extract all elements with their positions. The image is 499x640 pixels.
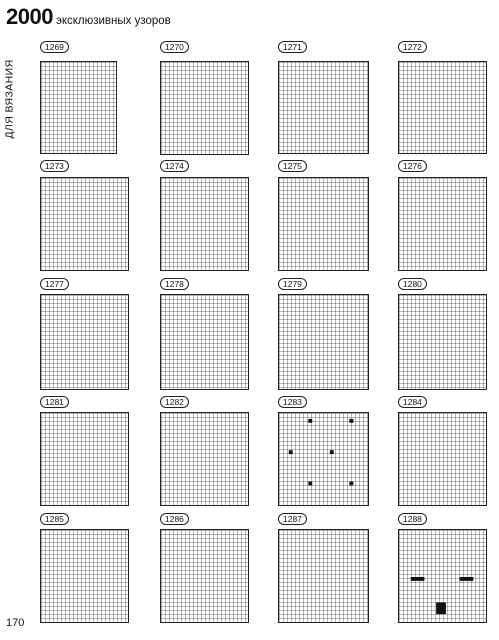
pattern-chart-1281 [40,412,129,506]
pattern-chart-1286 [160,529,249,623]
pattern-chart-1270 [160,61,249,155]
pattern-chart-1284 [398,412,487,506]
pattern-label-1276: 1276 [398,160,427,172]
pattern-chart-1288-marks [399,530,486,622]
pattern-chart-1278 [160,294,249,390]
pattern-chart-1271 [278,61,369,154]
pattern-chart-1279 [278,294,369,390]
pattern-label-1286: 1286 [160,513,189,525]
pattern-label-1270: 1270 [160,41,189,53]
pattern-label-1277: 1277 [40,278,69,290]
pattern-label-1285: 1285 [40,513,69,525]
pattern-chart-1274 [160,177,249,271]
pattern-label-1275: 1275 [278,160,307,172]
pattern-label-1284: 1284 [398,396,427,408]
pattern-chart-1283 [278,412,369,506]
pattern-label-1279: 1279 [278,278,307,290]
pattern-label-1287: 1287 [278,513,307,525]
pattern-chart-1282 [160,412,249,506]
page-number: 170 [6,617,25,629]
pattern-chart-1287 [278,529,369,623]
pattern-chart-1276 [398,177,487,271]
pattern-label-1274: 1274 [160,160,189,172]
pattern-label-1269: 1269 [40,41,69,53]
pattern-chart-1283-marks [279,413,368,505]
pattern-chart-1285 [40,529,129,623]
pattern-label-1278: 1278 [160,278,189,290]
pattern-label-1271: 1271 [278,41,307,53]
pattern-chart-1269 [40,61,117,154]
book-header [6,4,171,28]
header-number: 2000 [6,4,53,29]
header-subtitle: эксклюзивных узоров [55,15,171,27]
pattern-chart-1272 [398,61,487,154]
pattern-chart-1273 [40,177,129,271]
pattern-chart-1280 [398,294,487,390]
side-label-text: ДЛЯ ВЯЗАНИЯ [4,59,17,139]
pattern-label-1282: 1282 [160,396,189,408]
pattern-chart-1277 [40,294,129,390]
side-section-label [4,41,16,157]
pattern-label-1281: 1281 [40,396,69,408]
pattern-chart-1288 [398,529,487,623]
pattern-chart-1275 [278,177,369,271]
pattern-label-1283: 1283 [278,396,307,408]
pattern-label-1272: 1272 [398,41,427,53]
pattern-label-1280: 1280 [398,278,427,290]
pattern-label-1288: 1288 [398,513,427,525]
pattern-label-1273: 1273 [40,160,69,172]
